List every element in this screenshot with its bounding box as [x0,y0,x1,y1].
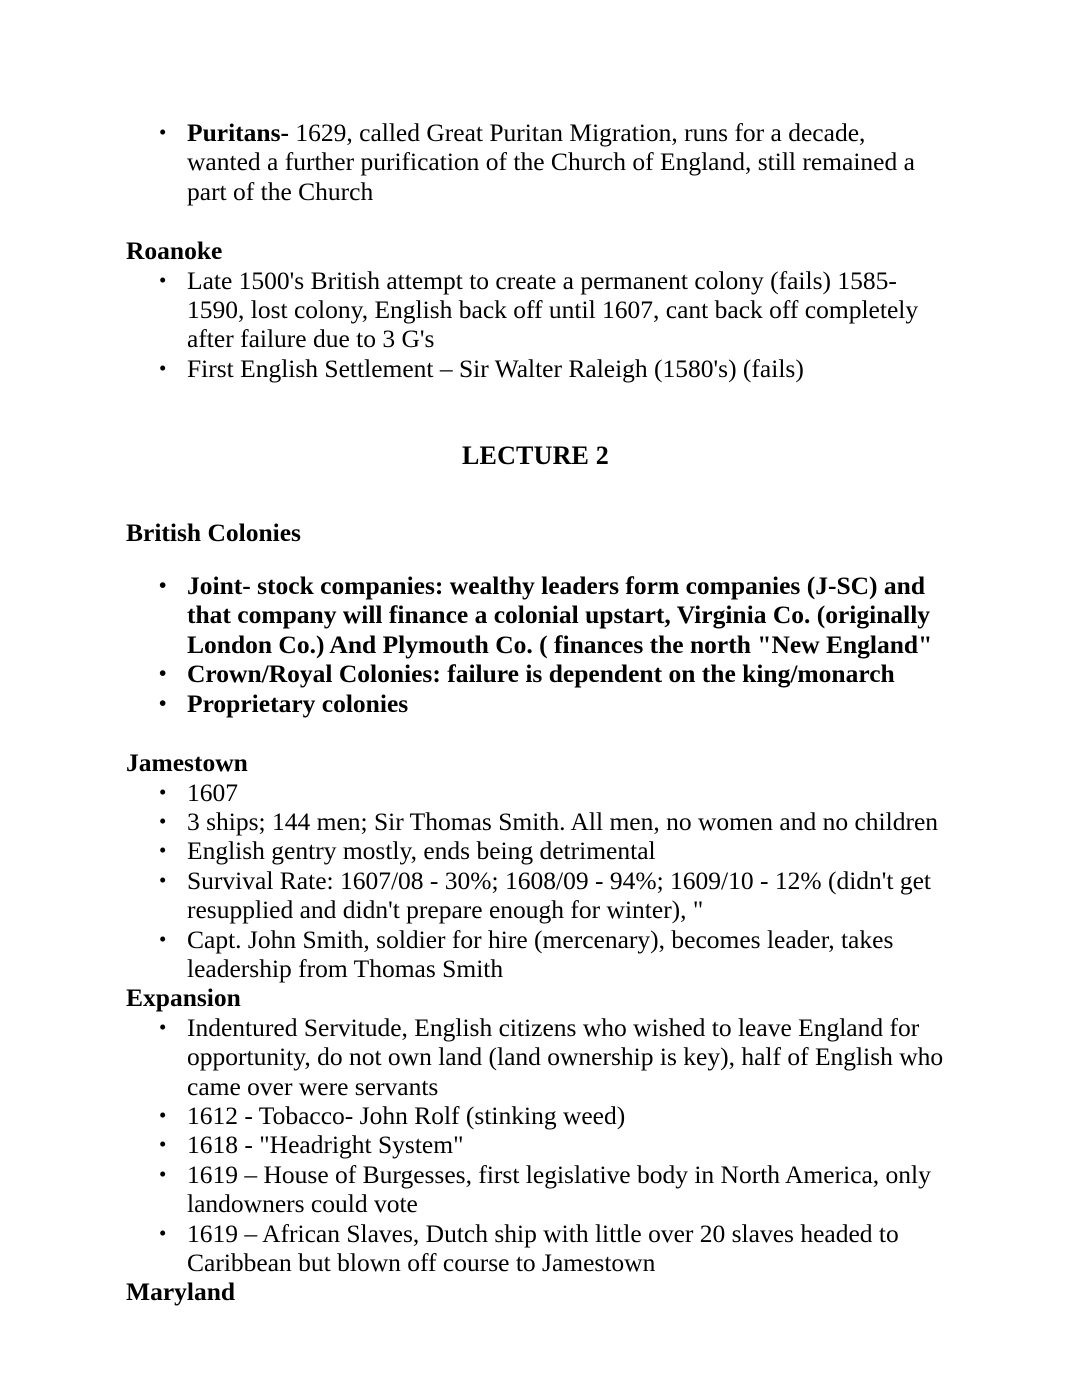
list-item [126,1101,945,1130]
list-item [126,1013,945,1101]
list-item-text: 1607 [187,777,238,807]
list-item [126,778,945,807]
list-item-text: 1618 - "Headright System" [187,1130,464,1160]
list-item-text: 1629, called Great Puritan Migration, runs for a decade, wanted a further purification of the Church of England, still remained a part of the Church [187,118,915,206]
spacer [126,383,945,441]
section-heading-british-colonies: British Colonies [126,517,301,547]
list-item-text: Survival Rate: 1607/08 - 30%; 1608/09 - 94%; 1609/10 - 12% (didn't get resupplied and didn't prepare enough for winter), " [187,865,932,925]
list-item-lead: Puritans- [187,118,289,147]
list-item [126,1130,945,1159]
list-item-text: 3 ships; 144 men; Sir Thomas Smith. All men, no women and no children [187,806,939,836]
list-item-text: Indentured Servitude, English citizens who wished to leave England for opportunity, do not own land (land ownership is key), half of English who came over were servants [187,1012,944,1101]
list-item-text: Joint- stock companies: wealthy leaders form companies (J-SC) and that company will finance a colonial upstart, Virginia Co. (originally London Co.) And Plymouth Co. ( finances the north "New England" [187,571,933,659]
list-item [126,689,945,718]
section-heading-roanoke: Roanoke [126,236,223,266]
list-item [126,807,945,836]
list-item [126,836,945,865]
list-item [126,659,945,688]
spacer [126,206,945,236]
document-body [126,118,945,1307]
spacer [126,718,945,748]
section-heading-maryland: Maryland [126,1277,236,1307]
list-item [126,1160,945,1219]
lecture-title: LECTURE 2 [462,441,609,471]
list-item-text: 1619 – African Slaves, Dutch ship with little over 20 slaves headed to Caribbean but blown off course to Jamestown [187,1218,899,1277]
list-item-text: First English Settlement – Sir Walter Raleigh (1580's) (fails) [187,353,804,383]
list-item [126,571,945,659]
list-item [126,866,945,925]
list-item-text: 1619 – House of Burgesses, first legislative body in North America, only landowners could vote [187,1159,931,1219]
list-item-text: Late 1500's British attempt to create a permanent colony (fails) 1585-1590, lost colony, English back off until 1607, cant back off completely after failure due to 3 G's [187,265,919,354]
list-item-text: Crown/Royal Colonies: failure is dependent on the king/monarch [187,659,895,689]
list-item [126,266,945,354]
section-heading-jamestown: Jamestown [126,748,248,778]
bullet-list-puritans [126,118,945,206]
list-item [126,354,945,383]
list-item [126,1219,945,1278]
spacer [126,547,945,571]
bullet-list-british-colonies [126,571,945,718]
list-item-text: Proprietary colonies [187,688,409,718]
bullet-list-jamestown [126,778,945,984]
list-item-text: English gentry mostly, ends being detrimental [187,836,656,866]
list-item [126,925,945,984]
spacer [126,471,945,518]
bullet-list-expansion [126,1013,945,1278]
list-item-text: 1612 - Tobacco- John Rolf (stinking weed) [187,1100,626,1130]
section-heading-expansion: Expansion [126,983,241,1013]
bullet-list-roanoke [126,266,945,384]
list-item [126,118,945,206]
list-item-text: Capt. John Smith, soldier for hire (mercenary), becomes leader, takes leadership from Thomas Smith [187,924,894,983]
